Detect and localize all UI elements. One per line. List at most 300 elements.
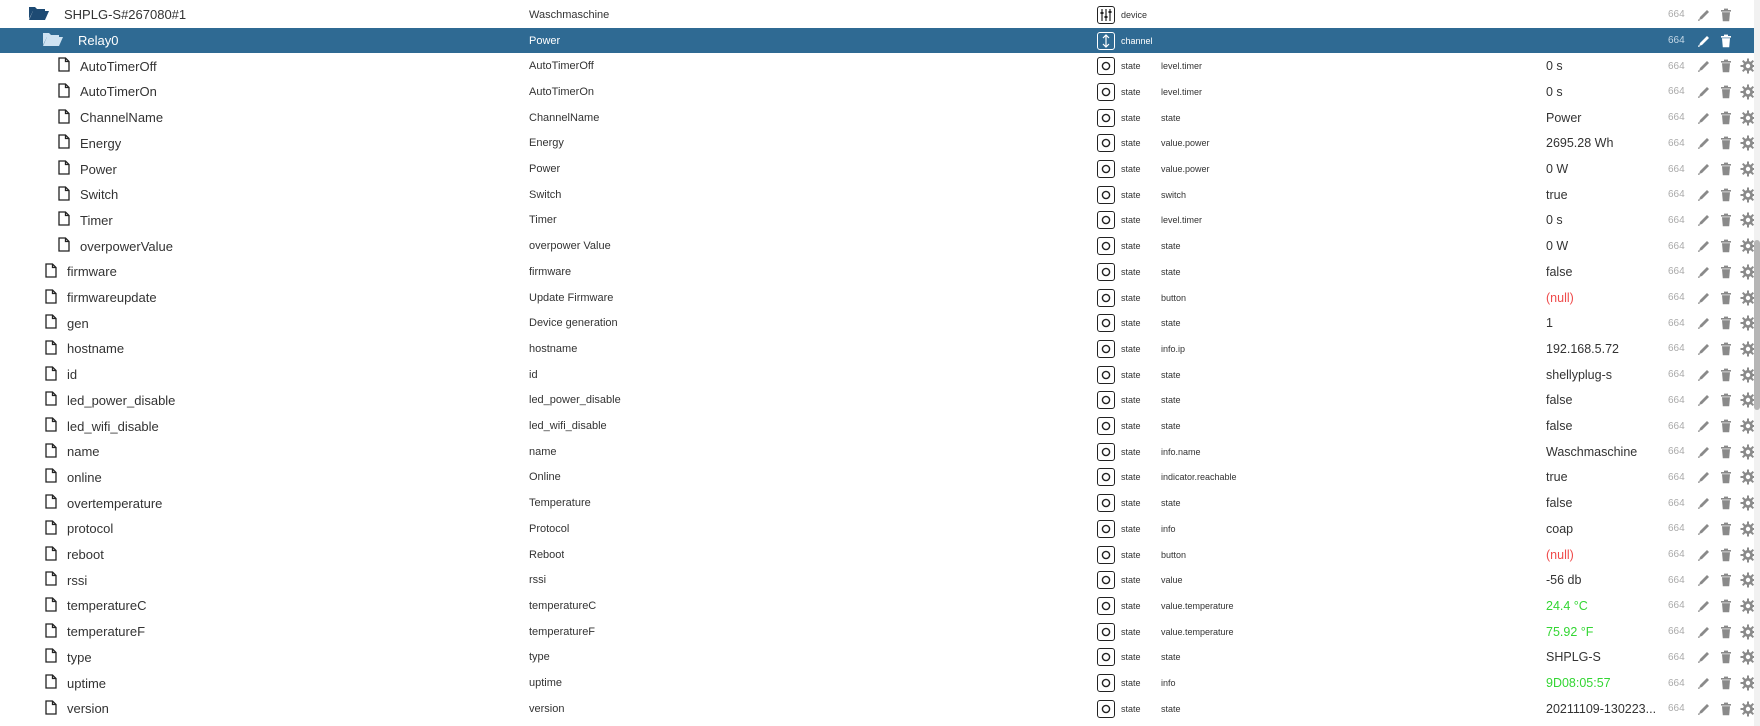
tree-row[interactable] <box>0 645 1760 671</box>
object-value[interactable]: false <box>1546 419 1573 434</box>
object-type: state <box>1121 498 1141 509</box>
tree-row[interactable] <box>0 53 1760 79</box>
object-type: state <box>1121 395 1141 406</box>
object-type: state <box>1121 678 1141 689</box>
pencil-icon[interactable] <box>1695 546 1713 564</box>
state-icon <box>1097 289 1115 307</box>
object-id-cell <box>45 619 145 645</box>
pencil-icon[interactable] <box>1695 109 1713 127</box>
state-icon <box>1097 160 1115 178</box>
row-actions <box>1695 567 1757 593</box>
object-id-cell <box>45 516 113 542</box>
tree-row[interactable] <box>0 156 1760 182</box>
pencil-icon[interactable] <box>1695 366 1713 384</box>
trash-icon[interactable] <box>1717 109 1735 127</box>
object-name: version <box>529 702 565 715</box>
acl-value: 664 <box>1668 163 1685 175</box>
pencil-icon[interactable] <box>1695 237 1713 255</box>
object-role: state <box>1161 395 1181 406</box>
tree-row[interactable] <box>0 28 1760 54</box>
object-type-cell <box>1097 28 1153 54</box>
object-type-cell <box>1097 567 1141 593</box>
tree-row[interactable] <box>0 439 1760 465</box>
object-type-cell <box>1097 465 1141 491</box>
object-id-cell <box>45 645 92 671</box>
object-name: uptime <box>529 677 563 690</box>
pencil-icon[interactable] <box>1695 263 1713 281</box>
row-actions <box>1695 233 1757 259</box>
trash-icon[interactable] <box>1717 417 1735 435</box>
object-role: state <box>1161 652 1181 663</box>
row-actions <box>1695 208 1757 234</box>
trash-icon[interactable] <box>1717 134 1735 152</box>
trash-icon[interactable] <box>1717 674 1735 692</box>
state-icon <box>1097 211 1115 229</box>
file-icon <box>45 443 57 461</box>
object-value[interactable]: 24.4 °C <box>1546 598 1588 613</box>
tree-row[interactable] <box>0 79 1760 105</box>
row-actions <box>1695 182 1757 208</box>
row-actions <box>1695 465 1757 491</box>
state-icon <box>1097 314 1115 332</box>
file-icon <box>45 417 57 435</box>
trash-icon[interactable] <box>1717 494 1735 512</box>
trash-icon[interactable] <box>1717 546 1735 564</box>
object-id-cell <box>45 388 175 414</box>
object-id-cell <box>58 208 113 234</box>
pencil-icon[interactable] <box>1695 648 1713 666</box>
file-icon <box>45 520 57 538</box>
state-icon <box>1097 571 1115 589</box>
object-type-cell <box>1097 413 1141 439</box>
object-id-cell <box>45 362 77 388</box>
trash-icon[interactable] <box>1717 6 1735 24</box>
object-value[interactable]: Waschmaschine <box>1546 444 1638 459</box>
acl-value: 664 <box>1668 214 1685 226</box>
row-actions <box>1695 28 1735 54</box>
object-id: hostname <box>67 341 125 357</box>
object-id: overtemperature <box>67 495 163 511</box>
state-icon <box>1097 700 1115 718</box>
acl-value: 664 <box>1668 86 1685 98</box>
object-role: indicator.reachable <box>1161 472 1237 483</box>
trash-icon[interactable] <box>1717 340 1735 358</box>
object-type: state <box>1121 600 1141 611</box>
object-name: name <box>529 445 557 458</box>
row-actions <box>1695 310 1757 336</box>
object-type-cell <box>1097 696 1141 722</box>
acl-value: 664 <box>1668 420 1685 432</box>
pencil-icon[interactable] <box>1695 674 1713 692</box>
object-name: Temperature <box>529 497 591 510</box>
object-value[interactable]: true <box>1546 470 1568 485</box>
object-role: value.power <box>1161 164 1210 175</box>
acl-value: 664 <box>1668 189 1685 201</box>
object-id: Switch <box>80 187 119 203</box>
acl-value: 664 <box>1668 497 1685 509</box>
pencil-icon[interactable] <box>1695 468 1713 486</box>
pencil-icon[interactable] <box>1695 186 1713 204</box>
object-role: state <box>1161 498 1181 509</box>
object-role: info <box>1161 523 1176 534</box>
object-role: info.name <box>1161 446 1201 457</box>
row-actions <box>1695 156 1757 182</box>
object-type-cell <box>1097 105 1141 131</box>
object-value[interactable]: false <box>1546 393 1573 408</box>
object-id: online <box>67 469 102 485</box>
object-value[interactable]: 192.168.5.72 <box>1546 341 1619 356</box>
row-actions <box>1695 388 1757 414</box>
object-value[interactable]: 0 s <box>1546 59 1563 74</box>
acl-value: 664 <box>1668 703 1685 715</box>
pencil-icon[interactable] <box>1695 134 1713 152</box>
scrollbar-thumb[interactable] <box>1754 240 1760 410</box>
state-icon <box>1097 391 1115 409</box>
object-type-cell <box>1097 439 1141 465</box>
object-role: state <box>1161 241 1181 252</box>
folder-open-icon[interactable] <box>28 5 50 24</box>
object-name: hostname <box>529 342 578 355</box>
state-icon <box>1097 597 1115 615</box>
object-name: Waschmaschine <box>529 8 610 21</box>
object-type: device <box>1121 9 1148 20</box>
state-icon <box>1097 443 1115 461</box>
pencil-icon[interactable] <box>1695 391 1713 409</box>
acl-value: 664 <box>1668 266 1685 278</box>
object-name: Energy <box>529 137 564 150</box>
trash-icon[interactable] <box>1717 83 1735 101</box>
object-id: SHPLG-S#267080#1 <box>64 7 187 23</box>
object-type: state <box>1121 575 1141 586</box>
object-name: overpower Value <box>529 240 611 253</box>
pencil-icon[interactable] <box>1695 57 1713 75</box>
object-value[interactable]: coap <box>1546 521 1574 536</box>
trash-icon[interactable] <box>1717 623 1735 641</box>
file-icon <box>45 468 57 486</box>
object-role: value.temperature <box>1161 600 1234 611</box>
object-id-cell <box>45 310 89 336</box>
tree-row[interactable] <box>0 465 1760 491</box>
pencil-icon[interactable] <box>1695 597 1713 615</box>
device-icon <box>1097 6 1115 24</box>
object-role: button <box>1161 292 1187 303</box>
object-id: AutoTimerOff <box>80 58 157 74</box>
pencil-icon[interactable] <box>1695 494 1713 512</box>
object-type-cell <box>1097 645 1141 671</box>
object-id: firmwareupdate <box>67 290 157 306</box>
object-name: Update Firmware <box>529 291 614 304</box>
pencil-icon[interactable] <box>1695 289 1713 307</box>
object-type-cell <box>1097 593 1141 619</box>
object-role: level.timer <box>1161 86 1203 97</box>
tree-row[interactable] <box>0 208 1760 234</box>
object-name: AutoTimerOff <box>529 60 594 73</box>
folder-open-icon[interactable] <box>42 31 64 50</box>
object-id-cell <box>28 2 186 28</box>
object-type-cell <box>1097 208 1141 234</box>
object-type-cell <box>1097 2 1147 28</box>
row-actions <box>1695 285 1757 311</box>
object-id-cell <box>45 567 87 593</box>
tree-row[interactable] <box>0 413 1760 439</box>
pencil-icon[interactable] <box>1695 520 1713 538</box>
trash-icon[interactable] <box>1717 211 1735 229</box>
object-value[interactable]: 9D08:05:57 <box>1546 676 1611 691</box>
object-name: led_power_disable <box>529 394 621 407</box>
tree-row[interactable] <box>0 131 1760 157</box>
object-id-cell <box>58 105 163 131</box>
object-name: id <box>529 368 538 381</box>
row-actions <box>1695 490 1757 516</box>
object-name: Device generation <box>529 317 618 330</box>
pencil-icon[interactable] <box>1695 211 1713 229</box>
object-name: Protocol <box>529 522 570 535</box>
acl-value: 664 <box>1668 60 1685 72</box>
pencil-icon[interactable] <box>1695 700 1713 718</box>
object-value[interactable]: 2695.28 Wh <box>1546 136 1614 151</box>
row-actions <box>1695 670 1757 696</box>
object-id: gen <box>67 315 89 331</box>
object-type: state <box>1121 266 1141 277</box>
state-icon <box>1097 109 1115 127</box>
trash-icon[interactable] <box>1717 160 1735 178</box>
pencil-icon[interactable] <box>1695 417 1713 435</box>
row-actions <box>1695 619 1757 645</box>
object-role: button <box>1161 549 1187 560</box>
object-type-cell <box>1097 53 1141 79</box>
pencil-icon[interactable] <box>1695 340 1713 358</box>
tree-row[interactable] <box>0 490 1760 516</box>
file-icon <box>45 546 57 564</box>
object-type: state <box>1121 164 1141 175</box>
file-icon <box>58 186 70 204</box>
file-icon <box>45 571 57 589</box>
file-icon <box>58 237 70 255</box>
object-id-cell <box>58 131 121 157</box>
acl-value: 664 <box>1668 137 1685 149</box>
object-id-cell <box>45 439 100 465</box>
file-icon <box>45 289 57 307</box>
tree-row[interactable] <box>0 182 1760 208</box>
object-id: ChannelName <box>80 110 164 126</box>
tree-row[interactable] <box>0 336 1760 362</box>
tree-row[interactable] <box>0 567 1760 593</box>
object-type: state <box>1121 61 1141 72</box>
trash-icon[interactable] <box>1717 314 1735 332</box>
vertical-scrollbar[interactable] <box>1754 0 1760 726</box>
pencil-icon[interactable] <box>1695 443 1713 461</box>
object-type: state <box>1121 472 1141 483</box>
object-name: AutoTimerOn <box>529 85 595 98</box>
file-icon <box>45 263 57 281</box>
acl-value: 664 <box>1668 343 1685 355</box>
object-id-cell <box>58 182 118 208</box>
object-role: level.timer <box>1161 215 1203 226</box>
object-id: Timer <box>80 212 113 228</box>
object-id-cell <box>45 259 117 285</box>
tree-row[interactable] <box>0 388 1760 414</box>
object-role: state <box>1161 266 1181 277</box>
pencil-icon[interactable] <box>1695 314 1713 332</box>
acl-value: 664 <box>1668 369 1685 381</box>
object-id: uptime <box>67 675 107 691</box>
acl-value: 664 <box>1668 600 1685 612</box>
object-value[interactable]: Power <box>1546 110 1582 125</box>
file-icon <box>58 211 70 229</box>
object-type: state <box>1121 343 1141 354</box>
object-name: type <box>529 651 550 664</box>
file-icon <box>45 314 57 332</box>
acl-value: 664 <box>1668 292 1685 304</box>
object-role: state <box>1161 421 1181 432</box>
object-value[interactable]: 75.92 °F <box>1546 624 1594 639</box>
row-actions <box>1695 439 1757 465</box>
object-value[interactable]: shellyplug-s <box>1546 367 1613 382</box>
file-icon <box>45 623 57 641</box>
trash-icon[interactable] <box>1717 32 1735 50</box>
object-id-cell <box>45 336 124 362</box>
object-id: led_wifi_disable <box>67 418 159 434</box>
object-value[interactable]: 0 W <box>1546 239 1569 254</box>
acl-value: 664 <box>1668 446 1685 458</box>
tree-row[interactable] <box>0 285 1760 311</box>
object-role: level.timer <box>1161 61 1203 72</box>
trash-icon[interactable] <box>1717 520 1735 538</box>
object-value[interactable]: 20211109-130223... <box>1546 701 1656 716</box>
object-value[interactable]: false <box>1546 496 1573 511</box>
state-icon <box>1097 186 1115 204</box>
object-type-cell <box>1097 310 1141 336</box>
trash-icon[interactable] <box>1717 597 1735 615</box>
row-actions <box>1695 336 1757 362</box>
tree-row[interactable] <box>0 105 1760 131</box>
object-id: Energy <box>80 135 122 151</box>
acl-value: 664 <box>1668 677 1685 689</box>
object-id-cell <box>45 465 102 491</box>
row-actions <box>1695 645 1757 671</box>
object-type: state <box>1121 318 1141 329</box>
pencil-icon[interactable] <box>1695 32 1713 50</box>
tree-row[interactable] <box>0 542 1760 568</box>
trash-icon[interactable] <box>1717 289 1735 307</box>
pencil-icon[interactable] <box>1695 83 1713 101</box>
file-icon <box>45 597 57 615</box>
trash-icon[interactable] <box>1717 468 1735 486</box>
object-role: state <box>1161 112 1181 123</box>
file-icon <box>58 83 70 101</box>
object-type-cell <box>1097 182 1141 208</box>
file-icon <box>58 109 70 127</box>
trash-icon[interactable] <box>1717 366 1735 384</box>
file-icon <box>45 494 57 512</box>
state-icon <box>1097 674 1115 692</box>
object-name: Reboot <box>529 548 565 561</box>
object-type-cell <box>1097 619 1141 645</box>
object-type: state <box>1121 138 1141 149</box>
file-icon <box>58 134 70 152</box>
row-actions <box>1695 413 1757 439</box>
pencil-icon[interactable] <box>1695 571 1713 589</box>
tree-row[interactable] <box>0 619 1760 645</box>
object-value[interactable]: 0 W <box>1546 162 1569 177</box>
tree-row[interactable] <box>0 259 1760 285</box>
row-actions <box>1695 105 1757 131</box>
trash-icon[interactable] <box>1717 443 1735 461</box>
row-actions <box>1695 362 1757 388</box>
state-icon <box>1097 546 1115 564</box>
file-icon <box>45 648 57 666</box>
object-role: value.power <box>1161 138 1210 149</box>
object-value[interactable]: 0 s <box>1546 84 1563 99</box>
object-type-cell <box>1097 259 1141 285</box>
object-role: value.temperature <box>1161 626 1234 637</box>
object-value[interactable]: false <box>1546 264 1573 279</box>
object-value[interactable]: 0 s <box>1546 213 1563 228</box>
tree-row[interactable] <box>0 696 1760 722</box>
object-value[interactable]: SHPLG-S <box>1546 650 1601 665</box>
trash-icon[interactable] <box>1717 571 1735 589</box>
tree-row[interactable] <box>0 516 1760 542</box>
object-value[interactable]: (null) <box>1546 290 1574 305</box>
object-value[interactable]: true <box>1546 187 1568 202</box>
trash-icon[interactable] <box>1717 263 1735 281</box>
trash-icon[interactable] <box>1717 57 1735 75</box>
state-icon <box>1097 417 1115 435</box>
trash-icon[interactable] <box>1717 391 1735 409</box>
object-id: version <box>67 701 109 717</box>
object-value <box>1546 2 1656 28</box>
object-role: state <box>1161 703 1181 714</box>
object-id-cell <box>45 490 162 516</box>
object-id: type <box>67 649 92 665</box>
object-value[interactable]: (null) <box>1546 547 1574 562</box>
trash-icon[interactable] <box>1717 700 1735 718</box>
acl-value: 664 <box>1668 394 1685 406</box>
pencil-icon[interactable] <box>1695 623 1713 641</box>
state-icon <box>1097 134 1115 152</box>
tree-row[interactable] <box>0 593 1760 619</box>
object-value[interactable]: -56 db <box>1546 573 1582 588</box>
trash-icon[interactable] <box>1717 648 1735 666</box>
tree-row[interactable] <box>0 2 1760 28</box>
tree-row[interactable] <box>0 233 1760 259</box>
state-icon <box>1097 83 1115 101</box>
object-id-cell <box>45 696 109 722</box>
pencil-icon[interactable] <box>1695 6 1713 24</box>
trash-icon[interactable] <box>1717 237 1735 255</box>
acl-value: 664 <box>1668 651 1685 663</box>
state-icon <box>1097 520 1115 538</box>
row-actions <box>1695 131 1757 157</box>
acl-value: 664 <box>1668 523 1685 535</box>
tree-row[interactable] <box>0 310 1760 336</box>
object-type-cell <box>1097 670 1141 696</box>
object-type-cell <box>1097 131 1141 157</box>
tree-row[interactable] <box>0 670 1760 696</box>
object-value <box>1546 28 1656 54</box>
pencil-icon[interactable] <box>1695 160 1713 178</box>
trash-icon[interactable] <box>1717 186 1735 204</box>
tree-row[interactable] <box>0 362 1760 388</box>
state-icon <box>1097 648 1115 666</box>
state-icon <box>1097 468 1115 486</box>
object-id: Relay0 <box>78 33 119 49</box>
object-value[interactable]: 1 <box>1546 316 1553 331</box>
object-type-cell <box>1097 233 1141 259</box>
file-icon <box>58 160 70 178</box>
object-type: state <box>1121 446 1141 457</box>
object-id: temperatureC <box>67 598 147 614</box>
